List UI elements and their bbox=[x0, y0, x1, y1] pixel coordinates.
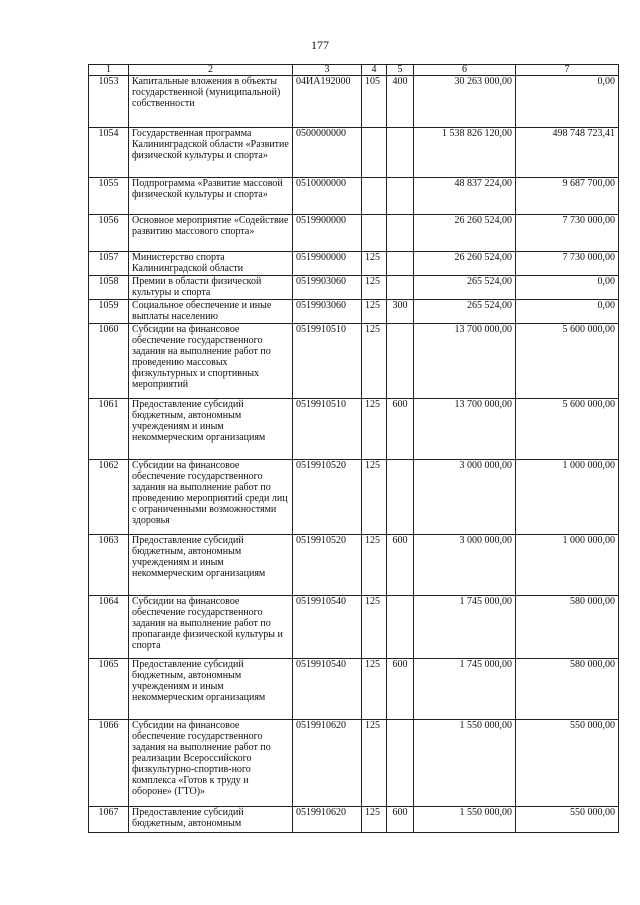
table-row bbox=[89, 76, 619, 128]
amount-cell: 3 000 000,00 bbox=[414, 535, 516, 596]
item-name-cell: Предоставление субсидий бюджетным, автономным учреждениям и иным некоммерческим организациям bbox=[129, 399, 293, 460]
row-number-cell: 1066 bbox=[89, 720, 129, 807]
department-code-cell: 125 bbox=[362, 324, 387, 399]
column-header: 2 bbox=[129, 65, 293, 76]
item-name-cell: Капитальные вложения в объекты государственной (муниципальной) собственности bbox=[129, 76, 293, 128]
row-number-cell: 1057 bbox=[89, 252, 129, 276]
row-number-cell: 1061 bbox=[89, 399, 129, 460]
row-number-cell: 1058 bbox=[89, 276, 129, 300]
amount-second-cell: 9 687 700,00 bbox=[516, 178, 619, 215]
department-code-cell: 125 bbox=[362, 460, 387, 535]
item-name-cell: Государственная программа Калининградской области «Развитие физической культуры и спорта» bbox=[129, 128, 293, 178]
item-name-cell: Предоставление субсидий бюджетным, автономным учреждениям и иным некоммерческим организациям bbox=[129, 535, 293, 596]
department-code-cell bbox=[362, 178, 387, 215]
expense-type-cell bbox=[387, 324, 414, 399]
department-code-cell: 125 bbox=[362, 720, 387, 807]
target-code-cell: 0510000000 bbox=[293, 178, 362, 215]
department-code-cell: 125 bbox=[362, 252, 387, 276]
table-row bbox=[89, 399, 619, 460]
expense-type-cell bbox=[387, 276, 414, 300]
item-name-cell: Субсидии на финансовое обеспечение государственного задания на выполнение работ по реализации Всероссийского физкультурно-спортив-ного комплекса «Готов к труду и обороне» (ГТО)» bbox=[129, 720, 293, 807]
item-name-cell: Предоставление субсидий бюджетным, автономным bbox=[129, 807, 293, 833]
item-name-cell: Социальное обеспечение и иные выплаты населению bbox=[129, 300, 293, 324]
row-number-cell: 1059 bbox=[89, 300, 129, 324]
item-name-cell: Подпрограмма «Развитие массовой физической культуры и спорта» bbox=[129, 178, 293, 215]
column-header: 7 bbox=[516, 65, 619, 76]
target-code-cell: 0519910620 bbox=[293, 720, 362, 807]
target-code-cell: 0500000000 bbox=[293, 128, 362, 178]
amount-second-cell: 5 600 000,00 bbox=[516, 324, 619, 399]
target-code-cell: 0519910510 bbox=[293, 324, 362, 399]
amount-cell: 26 260 524,00 bbox=[414, 252, 516, 276]
table-row bbox=[89, 596, 619, 659]
department-code-cell: 125 bbox=[362, 300, 387, 324]
amount-second-cell: 7 730 000,00 bbox=[516, 252, 619, 276]
table-row bbox=[89, 659, 619, 720]
expense-type-cell: 600 bbox=[387, 399, 414, 460]
amount-second-cell: 550 000,00 bbox=[516, 807, 619, 833]
budget-table bbox=[88, 64, 619, 833]
item-name-cell: Предоставление субсидий бюджетным, автономным учреждениям и иным некоммерческим организациям bbox=[129, 659, 293, 720]
amount-cell: 1 745 000,00 bbox=[414, 659, 516, 720]
expense-type-cell: 300 bbox=[387, 300, 414, 324]
target-code-cell: 0519910510 bbox=[293, 399, 362, 460]
amount-cell: 265 524,00 bbox=[414, 300, 516, 324]
table-row bbox=[89, 276, 619, 300]
column-header: 3 bbox=[293, 65, 362, 76]
amount-cell: 1 745 000,00 bbox=[414, 596, 516, 659]
amount-cell: 3 000 000,00 bbox=[414, 460, 516, 535]
amount-second-cell: 1 000 000,00 bbox=[516, 460, 619, 535]
amount-second-cell: 5 600 000,00 bbox=[516, 399, 619, 460]
row-number-cell: 1055 bbox=[89, 178, 129, 215]
target-code-cell: 0519910540 bbox=[293, 596, 362, 659]
table-row bbox=[89, 324, 619, 399]
column-header: 4 bbox=[362, 65, 387, 76]
target-code-cell: 0519903060 bbox=[293, 300, 362, 324]
row-number-cell: 1063 bbox=[89, 535, 129, 596]
amount-second-cell: 580 000,00 bbox=[516, 659, 619, 720]
target-code-cell: 04ИА192000 bbox=[293, 76, 362, 128]
target-code-cell: 0519910540 bbox=[293, 659, 362, 720]
expense-type-cell bbox=[387, 460, 414, 535]
table-row bbox=[89, 178, 619, 215]
table-row bbox=[89, 215, 619, 252]
item-name-cell: Министерство спорта Калининградской области bbox=[129, 252, 293, 276]
amount-second-cell: 0,00 bbox=[516, 300, 619, 324]
target-code-cell: 0519910620 bbox=[293, 807, 362, 833]
amount-second-cell: 1 000 000,00 bbox=[516, 535, 619, 596]
table-row bbox=[89, 807, 619, 833]
expense-type-cell: 600 bbox=[387, 535, 414, 596]
item-name-cell: Премии в области физической культуры и спорта bbox=[129, 276, 293, 300]
item-name-cell: Субсидии на финансовое обеспечение государственного задания на выполнение работ по проведению массовых физкультурных и спортивных мероприятий bbox=[129, 324, 293, 399]
department-code-cell: 125 bbox=[362, 276, 387, 300]
table-body bbox=[89, 76, 619, 833]
table-row bbox=[89, 535, 619, 596]
amount-cell: 13 700 000,00 bbox=[414, 324, 516, 399]
column-header: 5 bbox=[387, 65, 414, 76]
expense-type-cell bbox=[387, 596, 414, 659]
department-code-cell: 125 bbox=[362, 659, 387, 720]
table-row bbox=[89, 720, 619, 807]
expense-type-cell bbox=[387, 215, 414, 252]
department-code-cell: 125 bbox=[362, 399, 387, 460]
department-code-cell bbox=[362, 128, 387, 178]
target-code-cell: 0519903060 bbox=[293, 276, 362, 300]
amount-cell: 1 550 000,00 bbox=[414, 807, 516, 833]
expense-type-cell: 600 bbox=[387, 659, 414, 720]
expense-type-cell: 600 bbox=[387, 807, 414, 833]
row-number-cell: 1064 bbox=[89, 596, 129, 659]
table-row bbox=[89, 128, 619, 178]
item-name-cell: Субсидии на финансовое обеспечение государственного задания на выполнение работ по пропаганде физической культуры и спорта bbox=[129, 596, 293, 659]
amount-second-cell: 0,00 bbox=[516, 76, 619, 128]
table-header-row bbox=[89, 65, 619, 76]
target-code-cell: 0519910520 bbox=[293, 535, 362, 596]
target-code-cell: 0519900000 bbox=[293, 215, 362, 252]
department-code-cell: 125 bbox=[362, 807, 387, 833]
amount-cell: 13 700 000,00 bbox=[414, 399, 516, 460]
column-header: 1 bbox=[89, 65, 129, 76]
column-header: 6 bbox=[414, 65, 516, 76]
row-number-cell: 1054 bbox=[89, 128, 129, 178]
department-code-cell: 125 bbox=[362, 596, 387, 659]
amount-cell: 265 524,00 bbox=[414, 276, 516, 300]
page-number: 177 bbox=[311, 38, 329, 52]
amount-cell: 1 550 000,00 bbox=[414, 720, 516, 807]
row-number-cell: 1062 bbox=[89, 460, 129, 535]
amount-cell: 26 260 524,00 bbox=[414, 215, 516, 252]
item-name-cell: Основное мероприятие «Содействие развитию массового спорта» bbox=[129, 215, 293, 252]
amount-second-cell: 498 748 723,41 bbox=[516, 128, 619, 178]
department-code-cell: 105 bbox=[362, 76, 387, 128]
table-row bbox=[89, 300, 619, 324]
row-number-cell: 1060 bbox=[89, 324, 129, 399]
amount-second-cell: 550 000,00 bbox=[516, 720, 619, 807]
target-code-cell: 0519900000 bbox=[293, 252, 362, 276]
expense-type-cell: 400 bbox=[387, 76, 414, 128]
amount-cell: 1 538 826 120,00 bbox=[414, 128, 516, 178]
amount-second-cell: 0,00 bbox=[516, 276, 619, 300]
table-row bbox=[89, 460, 619, 535]
amount-cell: 48 837 224,00 bbox=[414, 178, 516, 215]
amount-cell: 30 263 000,00 bbox=[414, 76, 516, 128]
table-row bbox=[89, 252, 619, 276]
expense-type-cell bbox=[387, 128, 414, 178]
expense-type-cell bbox=[387, 252, 414, 276]
department-code-cell: 125 bbox=[362, 535, 387, 596]
expense-type-cell bbox=[387, 178, 414, 215]
item-name-cell: Субсидии на финансовое обеспечение государственного задания на выполнение работ по проведению мероприятий среди лиц с ограниченными возможностями здоровья bbox=[129, 460, 293, 535]
target-code-cell: 0519910520 bbox=[293, 460, 362, 535]
amount-second-cell: 7 730 000,00 bbox=[516, 215, 619, 252]
row-number-cell: 1067 bbox=[89, 807, 129, 833]
row-number-cell: 1053 bbox=[89, 76, 129, 128]
row-number-cell: 1065 bbox=[89, 659, 129, 720]
department-code-cell bbox=[362, 215, 387, 252]
expense-type-cell bbox=[387, 720, 414, 807]
amount-second-cell: 580 000,00 bbox=[516, 596, 619, 659]
row-number-cell: 1056 bbox=[89, 215, 129, 252]
